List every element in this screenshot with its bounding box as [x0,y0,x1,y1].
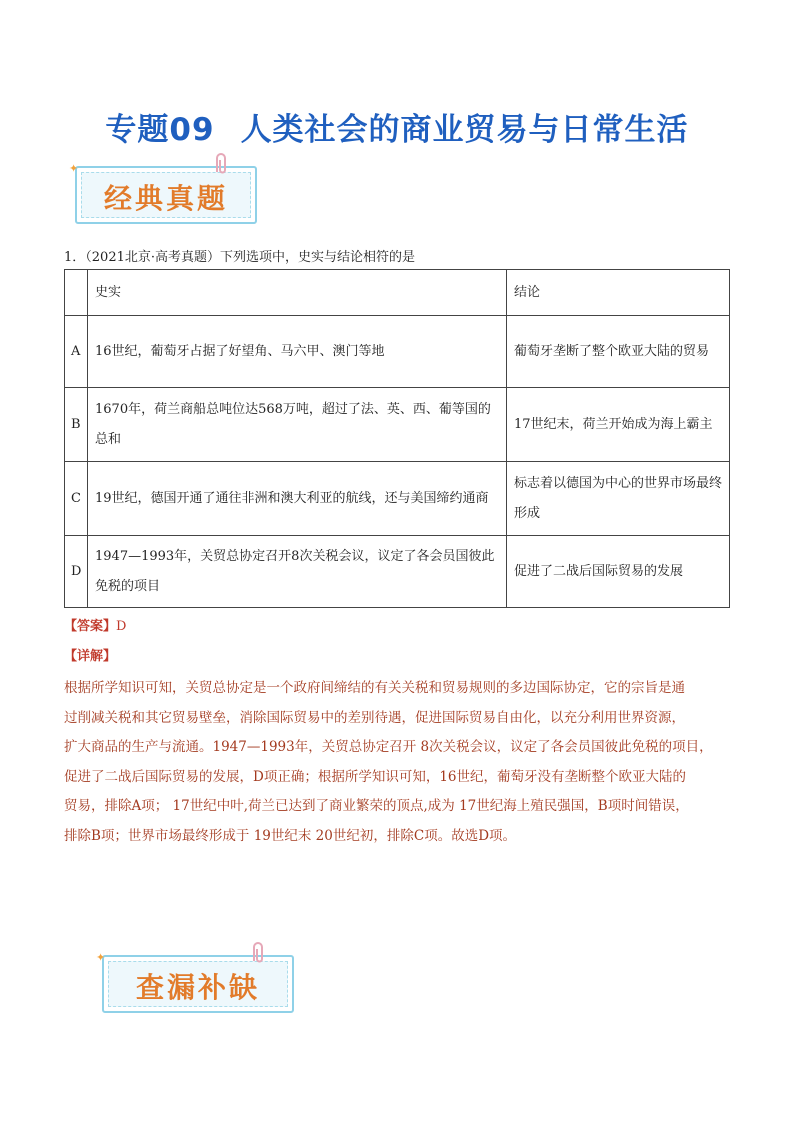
star-icon: ✦ [96,951,106,964]
fact-cell: 1670年，荷兰商船总吨位达568万吨，超过了法、英、西、葡等国的总和 [88,388,507,462]
question-stem [64,246,415,265]
table-row [65,316,730,388]
star-icon: ✦ [69,162,79,175]
table-row [65,388,730,462]
section-badge-review [96,951,294,1013]
table-header-row [65,270,730,316]
option-letter: C [65,462,88,536]
section-badge-label: 查漏补缺 [135,971,260,1004]
detail-line: 过削减关税和其它贸易壁垒，消除国际贸易中的差别待遇，促进国际贸易自由化，以充分利用世界资源， [64,709,685,726]
title-number: 专题09 [105,112,215,148]
title-text: 人类社会的商业贸易与日常生活 [240,112,689,148]
fact-cell: 16世纪，葡萄牙占据了好望角、马六甲、澳门等地 [88,316,507,388]
answer-value: D [116,619,127,634]
fact-cell: 19世纪，德国开通了通往非洲和澳大利亚的航线，还与美国缔约通商 [88,462,507,536]
question-text: 下列选项中，史实与结论相符的是 [220,250,416,265]
header-cell-fact: 史实 [88,270,507,316]
paperclip-icon [209,152,233,176]
paperclip-icon [246,941,270,965]
header-cell-empty [65,270,88,316]
conclusion-cell: 促进了二战后国际贸易的发展 [507,536,730,608]
table-row [65,536,730,608]
header-cell-conclusion: 结论 [507,270,730,316]
question-source: （2021北京·高考真题） [85,250,220,265]
detail-line: 扩大商品的生产与流通。1947—1993年，关贸总协定召开 8次关税会议，议定了各会员国彼此免税的项目， [64,739,713,755]
conclusion-cell: 标志着以德国为中心的世界市场最终形成 [507,462,730,536]
question-number: 1． [64,250,86,265]
table-row [65,462,730,536]
fact-cell: 1947—1993年，关贸总协定召开8次关税会议，议定了各会员国彼此免税的项目 [88,536,507,608]
detail-line: 根据所学知识可知，关贸总协定是一个政府间缔结的有关关税和贸易规则的多边国际协定，它的宗旨是通 [64,680,685,696]
detail-line: 排除B项；世界市场最终形成于 19世纪末 20世纪初，排除C项。故选D项。 [64,827,517,844]
page-title [0,104,794,149]
detail-text [64,674,734,851]
option-letter: B [65,388,88,462]
section-badge-classic [69,162,257,224]
section-badge-label: 经典真题 [103,182,228,215]
option-letter: D [65,536,88,608]
answer-line [64,615,126,634]
answer-label: 【答案】 [64,619,117,634]
option-letter: A [65,316,88,388]
detail-line: 贸易，排除A项； 17世纪中叶,荷兰已达到了商业繁荣的顶点,成为 17世纪海上殖民强国，B项时间错误， [64,798,689,814]
detail-line: 促进了二战后国际贸易的发展，D项正确；根据所学知识可知，16世纪，葡萄牙没有垄断整个欧亚大陆的 [64,768,687,785]
conclusion-cell: 葡萄牙垄断了整个欧亚大陆的贸易 [507,316,730,388]
conclusion-cell: 17世纪末，荷兰开始成为海上霸主 [507,388,730,462]
question-table [64,269,730,608]
detail-label: 【详解】 [64,649,117,664]
